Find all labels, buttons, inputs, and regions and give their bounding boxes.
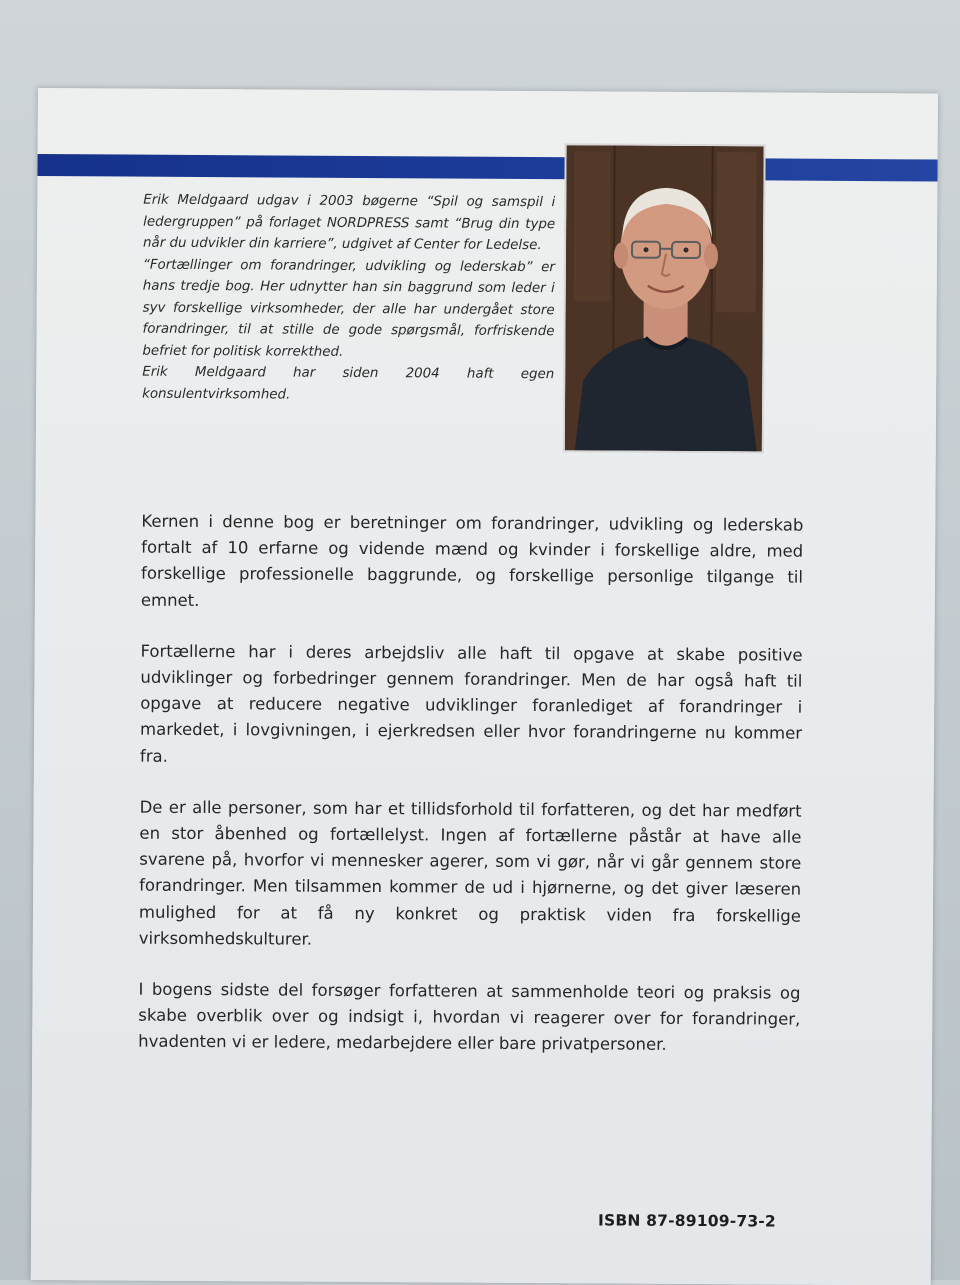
author-photo: [563, 143, 766, 453]
blurb-paragraph: I bogens sidste del forsøger forfatteren at sammenholde teori og praksis og skabe overblik over og indsigt i, hvordan vi reagerer over for forandringer, hvadenten vi er ledere, medarbejdere eller bare privatpersoner.: [138, 977, 800, 1060]
book-back-cover: [31, 88, 938, 1285]
bio-paragraph: “Fortællinger om forandringer, udvikling og lederskab” er hans tredje bog. Her udnytter han sin baggrund som leder i syv forskellige virksomheder, der alle har undergået store forandringer, til at stille de gode spørgsmål, forfriskende befriet for politisk korrekthed.: [142, 254, 555, 364]
blurb-paragraph: Kernen i denne bog er beretninger om forandringer, udvikling og lederskab fortalt af 10 erfarne og vidende mænd og kvinder i forskellige aldre, med forskellige professionelle baggrunde, og forskellige personlige tilgange til emnet.: [141, 509, 804, 618]
blue-stripe: [37, 154, 937, 181]
bio-paragraph: Erik Meldgaard har siden 2004 haft egen konsulentvirksomhed.: [142, 362, 554, 408]
bio-paragraph: Erik Meldgaard udgav i 2003 bøgerne “Spil og samspil i ledergruppen” på forlaget NORDPRESS samt “Brug din type når du udvikler din karriere”, udgivet af Center for Ledelse.: [143, 190, 555, 257]
isbn-number: ISBN 87-89109-73-2: [598, 1211, 776, 1230]
author-bio: [142, 190, 555, 408]
blurb-paragraph: De er alle personer, som har et tillidsforhold til forfatteren, og det har medført en stor åbenhed og fortællelyst. Ingen af fortællerne påstår at have alle svarene på, hvorfor vi mennesker agerer, som vi gør, når vi går gennem store forandringer. Men tilsammen kommer de ud i hjørnerne, og det giver læseren mulighed for at få ny konkret og praktisk viden fra forskellige virksomhedskulturer.: [139, 794, 802, 955]
blurb: [138, 509, 803, 1085]
blurb-paragraph: Fortællerne har i deres arbejdsliv alle haft til opgave at skabe positive udviklinger og forbedringer gennem forandringer. Men de har også haft til opgave at reducere negative udviklinger foranlediget af forandringer i markedet, i lovgivningen, i ejerkredsen eller hvor forandringerne nu kommer fra.: [140, 638, 803, 773]
